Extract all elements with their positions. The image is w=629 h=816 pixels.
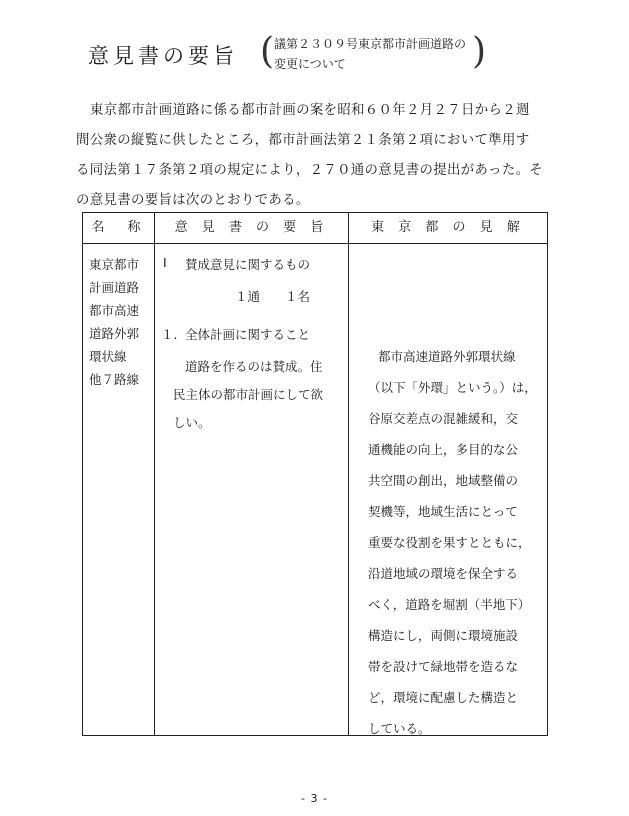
- view-line: 構造にし，両側に環境施設: [368, 628, 519, 643]
- view-line: （以下「外環」という。）は，: [368, 380, 537, 395]
- view-line: 通機能の向上，多目的な公: [368, 442, 519, 457]
- name-line: 他７路線: [89, 372, 140, 387]
- view-line: 谷原交差点の混雑緩和，交: [368, 411, 519, 426]
- view-line: 共空間の創出，地域整備の: [368, 473, 519, 488]
- opinion-table: [82, 212, 548, 736]
- left-bracket: (: [260, 31, 275, 72]
- subtitle-line-2: 変更について: [274, 57, 346, 71]
- summary-line: 道路を作るのは賛成。住: [185, 359, 323, 374]
- summary-line: しい。: [173, 415, 211, 430]
- view-cell: [368, 341, 538, 744]
- column-divider: [348, 213, 349, 735]
- name-line: 環状線: [89, 349, 127, 364]
- subtitle-line-1: 議第２３０９号東京都市計画道路の: [274, 37, 467, 51]
- view-line: 沿道地域の環境を保全する: [368, 566, 519, 581]
- heading: [88, 31, 508, 78]
- name-line: 東京都市: [89, 257, 140, 272]
- summary-line: 民主体の都市計画にして欲: [173, 387, 324, 402]
- header-view: 東 京 都 の 見 解: [371, 220, 525, 235]
- column-divider: [154, 213, 155, 735]
- right-bracket: ): [471, 31, 486, 72]
- submission-count: １通 １名: [235, 289, 311, 304]
- intro-line: る同法第１７条第２項の規定により，２７０通の意見書の提出があった。そ: [76, 163, 544, 178]
- view-line: ど，環境に配慮した構造と: [368, 690, 519, 705]
- view-line: 重要な役割を果すとともに，: [368, 535, 531, 550]
- item-marker: １.: [161, 327, 178, 342]
- intro-line: の意見書の要旨は次のとおりである。: [76, 193, 310, 208]
- intro-line: 間公衆の縦覧に供したところ，都市計画法第２１条第２項において準用す: [76, 133, 530, 148]
- intro-paragraph: [76, 96, 550, 216]
- name-cell: [89, 253, 151, 391]
- intro-line: 東京都市計画道路に係る都市計画の案を昭和６０年２月２７日から２週: [90, 103, 530, 118]
- item-title: 全体計画に関すること: [185, 327, 311, 342]
- name-line: 計画道路: [89, 280, 140, 295]
- header-summary: 意 見 書 の 要 旨: [174, 220, 329, 235]
- header-name: 名 称: [91, 220, 146, 235]
- name-line: 道路外郭: [89, 326, 140, 341]
- name-line: 都市高速: [89, 303, 140, 318]
- header-divider: [83, 243, 547, 244]
- view-line: している。: [368, 721, 431, 736]
- subtitle: [260, 31, 486, 74]
- view-line: 都市高速道路外郭環状線: [378, 349, 516, 364]
- view-line: 帯を設けて緑地帯を造るな: [368, 659, 519, 674]
- page-number: - 3 -: [301, 792, 328, 805]
- view-line: 契機等，地域生活にとって: [368, 504, 518, 519]
- section-marker: Ⅰ: [163, 255, 167, 270]
- page-title: 意見書の要旨: [88, 44, 238, 68]
- view-line: べく，道路を堀割（半地下）: [368, 597, 531, 612]
- section-title: 賛成意見に関するもの: [185, 257, 311, 272]
